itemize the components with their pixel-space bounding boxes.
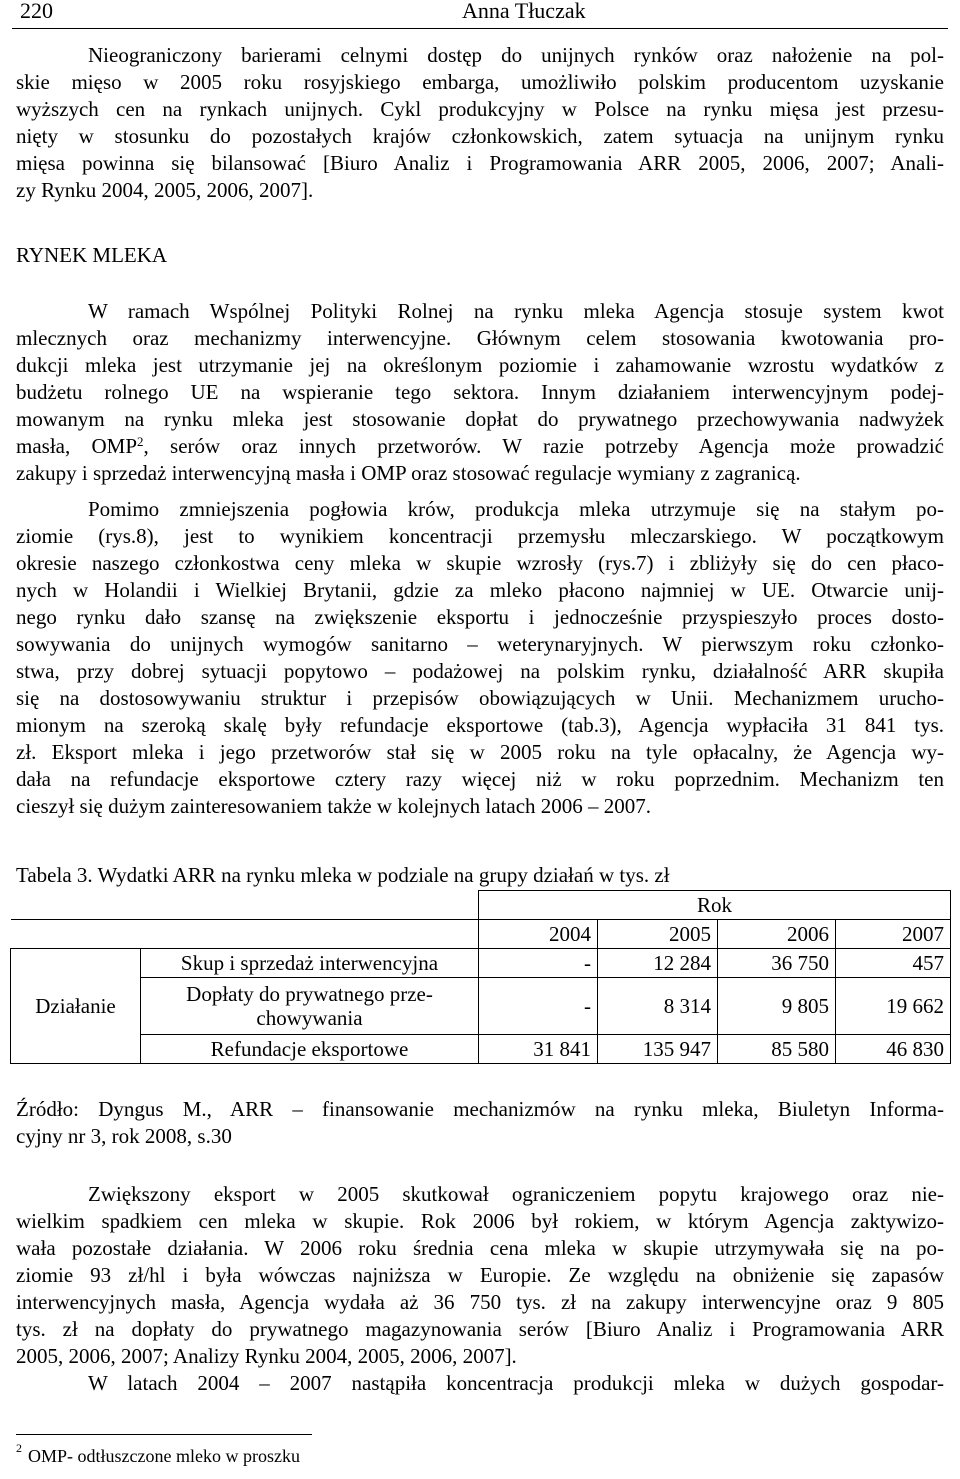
- table-row: [11, 949, 951, 978]
- text-line: mięsa powinna się bilansować [Biuro Analiz i Programowania ARR 2005, 2006, 2007; Anali-: [16, 151, 944, 175]
- text-line: 2005, 2006, 2007; Analizy Rynku 2004, 2005, 2006, 2007].: [16, 1344, 517, 1368]
- table-cell: 19 662: [836, 978, 951, 1035]
- text-line: Zwiększony eksport w 2005 skutkował ograniczeniem popytu krajowego oraz nie-: [88, 1182, 944, 1206]
- text-line: dała na refundacje eksportowe cztery razy więcej niż w roku poprzednim. Mechanizm ten: [16, 767, 944, 791]
- text-line-footnote-ref: masła, OMP$^2$, serów oraz innych przetworów. W razie potrzeby Agencja może prowadzić: [16, 434, 944, 458]
- text-line: się na dostosowywaniu struktur i przepisów obowiązujących w Unii. Mechanizmem urucho-: [16, 686, 944, 710]
- table-row: [11, 978, 951, 1035]
- table-cell: 31 841: [479, 1035, 598, 1064]
- text-line: okresie naszego członkostwa ceny mleka w skupie wzrosły (rys.7) i zbliżyły się do cen płaco-: [16, 551, 944, 575]
- text-line: cieszył się dużym zainteresowaniem także w kolejnych latach 2006 – 2007.: [16, 794, 652, 818]
- table-cell: -: [479, 949, 598, 978]
- text-line: tys. zł na dopłaty do prywatnego magazynowania serów [Biuro Analiz i Programowania ARR: [16, 1317, 944, 1341]
- text-line: skie mięso w 2005 roku rosyjskiego embarga, umożliwiło polskim producentom uzyskanie: [16, 70, 944, 94]
- table-source: [16, 1096, 944, 1150]
- paragraph-milk-quotas: [16, 298, 944, 487]
- text-line: Pomimo zmniejszenia pogłowia krów, produkcja mleka utrzymuje się na stałym po-: [88, 497, 944, 521]
- text-line: sowywania do unijnych wymogów sanitarno – weterynaryjnych. W pierwszym roku członko-: [16, 632, 944, 656]
- expenditure-table: [10, 890, 951, 1064]
- footnote-divider: [16, 1434, 312, 1435]
- table-cell: 12 284: [598, 949, 718, 978]
- table-row-label: Refundacje eksportowe: [141, 1035, 479, 1064]
- table-row-label: Skup i sprzedaż interwencyjna: [141, 949, 479, 978]
- text-line: zł. Eksport mleka i jego przetworów stał się w 2005 roku na tyle opłacalny, że Agencja wy-: [16, 740, 944, 764]
- table-year: 2006: [718, 920, 836, 949]
- text-line: nych w Holandii i Wielkiej Brytanii, gdzie za mleko płacono najmniej w UE. Otwarcie unij-: [16, 578, 944, 602]
- page-number: 220: [20, 0, 53, 23]
- text-line: Nieograniczony barierami celnymi dostęp do unijnych rynków oraz nałożenie na pol-: [88, 43, 944, 67]
- table-year: 2004: [479, 920, 598, 949]
- text-line: Źródło: Dyngus M., ARR – finansowanie mechanizmów na rynku mleka, Biuletyn Informa-: [16, 1097, 944, 1121]
- text-line: W ramach Wspólnej Polityki Rolnej na rynku mleka Agencja stosuje system kwot: [88, 299, 944, 323]
- page-header: [12, 0, 948, 29]
- table-cell: 85 580: [718, 1035, 836, 1064]
- text-line: cyjny nr 3, rok 2008, s.30: [16, 1124, 232, 1148]
- table-cell: 36 750: [718, 949, 836, 978]
- table-cell: 457: [836, 949, 951, 978]
- table-year: 2007: [836, 920, 951, 949]
- text-line: nego rynku dało szansę na zwiększenie eksportu i jednocześnie przyspieszyło proces dosto-: [16, 605, 944, 629]
- paragraph-meat-market: [16, 42, 944, 204]
- table-cell: 9 805: [718, 978, 836, 1035]
- running-head-author: Anna Tłuczak: [462, 0, 586, 23]
- text-line: wyższych cen na rynkach unijnych. Cykl produkcyjny w Polsce na rynku mięsa jest przesu-: [16, 97, 944, 121]
- table-row-label: Dopłaty do prywatnego prze- chowywania: [141, 978, 479, 1035]
- table-cell: 135 947: [598, 1035, 718, 1064]
- table-years-row: [11, 920, 951, 949]
- footnote: [16, 1441, 300, 1471]
- text-line: W latach 2004 – 2007 nastąpiła koncentracja produkcji mleka w dużych gospodar-: [88, 1371, 944, 1395]
- footnote-text: OMP- odtłuszczone mleko w proszku: [28, 1446, 300, 1466]
- table-row-group-label: Działanie: [11, 949, 141, 1064]
- text-line: stwa, przy dobrej sytuacji popytowo – podażowej na polskim rynku, działalność ARR skupiła: [16, 659, 944, 683]
- text-line: wielkim spadkiem cen mleka w skupie. Rok 2006 był rokiem, w którym Agencja zaktywizo-: [16, 1209, 944, 1233]
- table-year: 2005: [598, 920, 718, 949]
- table-cell: 8 314: [598, 978, 718, 1035]
- text-line: mowanym na rynku mleka jest stosowanie dopłat do prywatnego przechowywania nadwyżek: [16, 407, 944, 431]
- paragraph-milk-production: [16, 496, 944, 820]
- text-line: wała pozostałe działania. W 2006 roku średnia cena mleka w skupie utrzymywała się na po-: [16, 1236, 944, 1260]
- table-header-row: [11, 891, 951, 920]
- text-line: zakupy i sprzedaż interwencyjną masła i OMP oraz stosować regulacje wymiany z zagranicą.: [16, 461, 801, 485]
- text-line: mionym na szeroką skalę były refundacje eksportowe (tab.3), Agencja wypłaciła 31 841 tys.: [16, 713, 944, 737]
- footnote-reference: 2: [137, 434, 144, 449]
- table-cell: 46 830: [836, 1035, 951, 1064]
- text-line: ziomie (rys.8), jest to wynikiem koncentracji przemysłu mleczarskiego. W początkowym: [16, 524, 944, 548]
- table-caption: Tabela 3. Wydatki ARR na rynku mleka w podziale na grupy działań w tys. zł: [16, 863, 670, 887]
- section-heading: RYNEK MLEKA: [16, 243, 168, 267]
- text-line: interwencyjnych masła, Agencja wydała aż 36 750 tys. zł na zakupy interwencyjne oraz 9 805: [16, 1290, 944, 1314]
- text-line: nięty w stosunku do pozostałych krajów członkowskich, zatem sytuacja na unijnym rynku: [16, 124, 944, 148]
- text-line: ziomie 93 zł/hl i była wówczas najniższa w Europie. Ze względu na obniżenie się zapasów: [16, 1263, 944, 1287]
- table-group-header: Rok: [479, 891, 951, 920]
- text-line: budżetu rolnego UE na wspieranie tego sektora. Innym działaniem interwencyjnym podej-: [16, 380, 944, 404]
- footnote-marker: 2: [16, 1441, 22, 1455]
- paragraph-export: [16, 1181, 944, 1397]
- table-cell: -: [479, 978, 598, 1035]
- table-row: [11, 1035, 951, 1064]
- text-line: dukcji mleka jest utrzymanie jej na określonym poziomie i zahamowanie wzrostu wydatków z: [16, 353, 944, 377]
- text-line: mlecznych oraz mechanizmy interwencyjne. Głównym celem stosowania kwotowania pro-: [16, 326, 944, 350]
- text-line: zy Rynku 2004, 2005, 2006, 2007].: [16, 178, 314, 202]
